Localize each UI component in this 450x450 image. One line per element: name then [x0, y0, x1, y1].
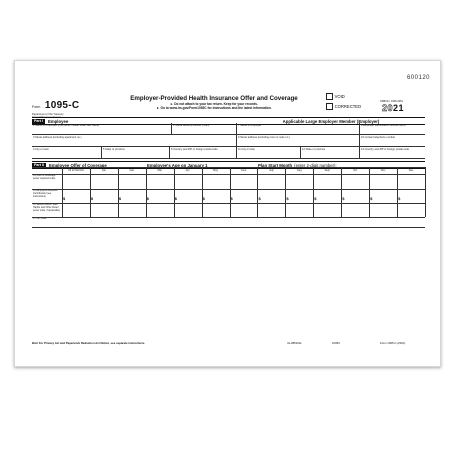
year-suffix: 21: [393, 103, 405, 113]
footer-baa: BAA: [32, 341, 39, 345]
month-header: Jan: [101, 168, 106, 172]
field-employer-street[interactable]: 9 Street address (including room or suite no.): [237, 135, 360, 147]
field-employee-state[interactable]: 5 State or province: [102, 147, 170, 159]
instruction-line-1: ► Do not attach to your tax return. Keep for your records.: [170, 102, 258, 106]
status-block: [324, 91, 425, 117]
row-label: 14 Offer of Coverage (enter required code): [33, 174, 56, 180]
grid-column-line: [174, 167, 175, 217]
month-input-cell[interactable]: [285, 174, 313, 189]
month-header: June: [240, 168, 247, 172]
field-employee-zip[interactable]: 6 Country and ZIP or foreign postal code: [170, 147, 237, 159]
form-stock-number: 600120: [406, 75, 430, 81]
month-input-cell[interactable]: [341, 174, 369, 189]
grid-column-line: [257, 167, 261, 217]
grid-column-line: [285, 167, 289, 217]
row-label: 17 ZIP Code: [33, 217, 47, 220]
month-input-cell[interactable]: [230, 189, 261, 203]
footer-privacy-notice: For Privacy Act and Paperwork Reduction Act Notice, see separate instructions.: [38, 341, 146, 345]
form-title-block: [104, 95, 324, 111]
form-word: Form: [32, 105, 41, 109]
grid-column-line: [341, 167, 345, 217]
field-employer-state[interactable]: 12 State or province: [301, 147, 360, 159]
footer-form-label: Form 1095-C (2021): [380, 341, 406, 345]
part1-employee-title: Employee: [48, 118, 69, 124]
grid-column-line: [62, 167, 66, 217]
dollar-sign: $: [258, 196, 261, 201]
month-input-cell[interactable]: [90, 174, 118, 189]
month-input-cell[interactable]: [257, 203, 285, 217]
month-input-cell[interactable]: [118, 203, 146, 217]
month-header: Nov: [380, 168, 386, 172]
grid-column-line: [230, 167, 231, 217]
month-input-cell[interactable]: [369, 203, 397, 217]
footer-cat-number: 41-0852411: [287, 341, 302, 345]
month-input-cell[interactable]: [62, 203, 90, 217]
field-employer-city[interactable]: 11 City or town: [237, 147, 301, 159]
month-input-cell[interactable]: [174, 174, 202, 189]
field-employer-zip[interactable]: 13 Country and ZIP or foreign postal code: [360, 147, 425, 159]
month-header: Aug: [297, 168, 302, 172]
month-input-cell[interactable]: [369, 189, 397, 203]
month-input-cell[interactable]: [230, 174, 258, 189]
grid-row-line: [32, 167, 425, 168]
grid-row-line: [32, 203, 425, 204]
month-input-cell[interactable]: [257, 189, 285, 203]
dollar-sign: $: [314, 196, 317, 201]
tax-year: [382, 103, 404, 113]
grid-column-line: [202, 167, 203, 217]
year-prefix: 20: [382, 103, 394, 113]
month-input-cell[interactable]: [313, 203, 341, 217]
dollar-sign: $: [118, 196, 122, 201]
form-code: 1095-C: [44, 100, 80, 111]
grid-column-line: [369, 167, 373, 217]
part2-title: Employee Offer of Coverage: [49, 162, 107, 168]
month-input-cell[interactable]: [230, 203, 258, 217]
month-input-cell[interactable]: [397, 189, 425, 203]
dollar-sign: $: [202, 196, 205, 201]
corrected-checkbox[interactable]: [326, 103, 333, 110]
dept-line-2: Internal Revenue Service: [32, 116, 62, 119]
corrected-option[interactable]: [326, 103, 361, 110]
field-employee-name[interactable]: 1 Name of employee (first name, middle initial, last name): [32, 123, 172, 135]
dollar-sign: $: [63, 196, 66, 201]
field-employer-ein[interactable]: 8 Employer identification number (EIN): [360, 123, 425, 135]
field-employee-ssn[interactable]: 2 Social security number (SSN): [172, 123, 237, 135]
grid-row-line: [32, 217, 425, 218]
dollar-sign: $: [90, 196, 94, 201]
grid-column-line: [118, 167, 122, 217]
grid-row-line: [32, 174, 425, 175]
part1-tag: Part I: [34, 118, 43, 123]
void-option[interactable]: [326, 93, 345, 100]
field-employee-city[interactable]: 4 City or town: [32, 147, 102, 159]
plan-start-hint: (enter 2-digit number):: [294, 162, 337, 168]
employee-age-label: Employee's Age on January 1: [147, 162, 208, 168]
dollar-sign: $: [370, 196, 373, 201]
month-input-cell[interactable]: [341, 189, 369, 203]
month-input-cell[interactable]: [285, 189, 313, 203]
month-header: Dec: [408, 168, 414, 172]
month-input-cell[interactable]: [285, 203, 313, 217]
plan-start-label: Plan Start Month: [258, 162, 293, 168]
row-label: 16 Section 4980H Safe Harbor and Other Relief (enter code, if applicable): [33, 203, 60, 212]
field-employer-name[interactable]: 7 Name of employer: [237, 123, 360, 135]
dollar-sign: $: [174, 196, 177, 201]
month-input-cell[interactable]: [146, 189, 174, 203]
month-input-cell[interactable]: [397, 203, 425, 217]
form-title: Employer-Provided Health Insurance Offer and Coverage: [130, 95, 298, 102]
dollar-sign: $: [230, 196, 233, 201]
month-input-cell[interactable]: [146, 174, 174, 189]
grid-column-line: [397, 167, 401, 217]
grid-column-line: [90, 167, 94, 217]
month-input-cell[interactable]: [257, 174, 285, 189]
month-input-cell[interactable]: [313, 189, 341, 203]
month-input-cell[interactable]: [90, 203, 118, 217]
month-input-cell[interactable]: [202, 189, 230, 203]
month-input-cell[interactable]: [174, 203, 202, 217]
form-1095c: [32, 91, 425, 347]
grid-column-line: [146, 167, 147, 217]
dollar-sign: $: [398, 196, 401, 201]
corrected-label: CORRECTED: [334, 103, 362, 109]
month-header: May: [213, 168, 219, 172]
month-input-cell[interactable]: [118, 174, 146, 189]
month-input-cell[interactable]: [202, 174, 230, 189]
month-input-cell[interactable]: [62, 174, 90, 189]
footer-rev: 1095C: [332, 341, 341, 345]
month-input-cell[interactable]: [62, 189, 90, 203]
month-header: Sept: [324, 168, 330, 172]
month-header: Feb: [129, 168, 135, 172]
void-checkbox[interactable]: [326, 93, 333, 100]
field-employer-phone[interactable]: 10 Contact telephone number: [360, 135, 425, 147]
form-bottom-rule: [32, 227, 425, 228]
omb-number: OMB No. 1545-2251: [380, 100, 403, 103]
grid-row-line: [32, 189, 425, 190]
month-input-cell[interactable]: [202, 203, 230, 217]
dollar-sign: $: [342, 196, 345, 201]
tax-form-sheet: [14, 60, 441, 367]
month-header: Oct: [353, 168, 358, 172]
month-header: Mar: [157, 168, 162, 172]
void-label: VOID: [334, 93, 345, 99]
part2-tag: Part II: [34, 162, 44, 167]
field-employee-street[interactable]: 3 Street address (including apartment no.): [32, 135, 237, 147]
month-input-cell[interactable]: [118, 189, 146, 203]
form-id-block: [32, 95, 104, 119]
month-input-cell[interactable]: [341, 203, 369, 217]
month-input-cell[interactable]: [397, 174, 425, 189]
month-header: July: [269, 168, 274, 172]
grid-column-line: [425, 167, 426, 217]
month-input-cell[interactable]: [146, 203, 174, 217]
month-input-cell[interactable]: [174, 189, 202, 203]
dollar-sign: $: [286, 196, 289, 201]
row-label: 15 Employee Required Contribution (see instructions): [33, 189, 58, 198]
month-input-cell[interactable]: [313, 174, 341, 189]
grid-column-line: [313, 167, 317, 217]
month-input-cell[interactable]: [369, 174, 397, 189]
footer-notice: [32, 341, 145, 345]
month-header: All 12 Months: [68, 168, 84, 172]
dollar-sign: $: [146, 196, 149, 201]
instruction-line-2: ► Go to www.irs.gov/Form1095C for instructions and the latest information.: [156, 106, 272, 111]
month-header: Apr: [185, 168, 190, 172]
part1-employer-title: Applicable Large Employer Member (Employer): [282, 118, 380, 124]
month-input-cell[interactable]: [90, 189, 118, 203]
dept-line-1: Department of the Treasury: [32, 113, 64, 116]
